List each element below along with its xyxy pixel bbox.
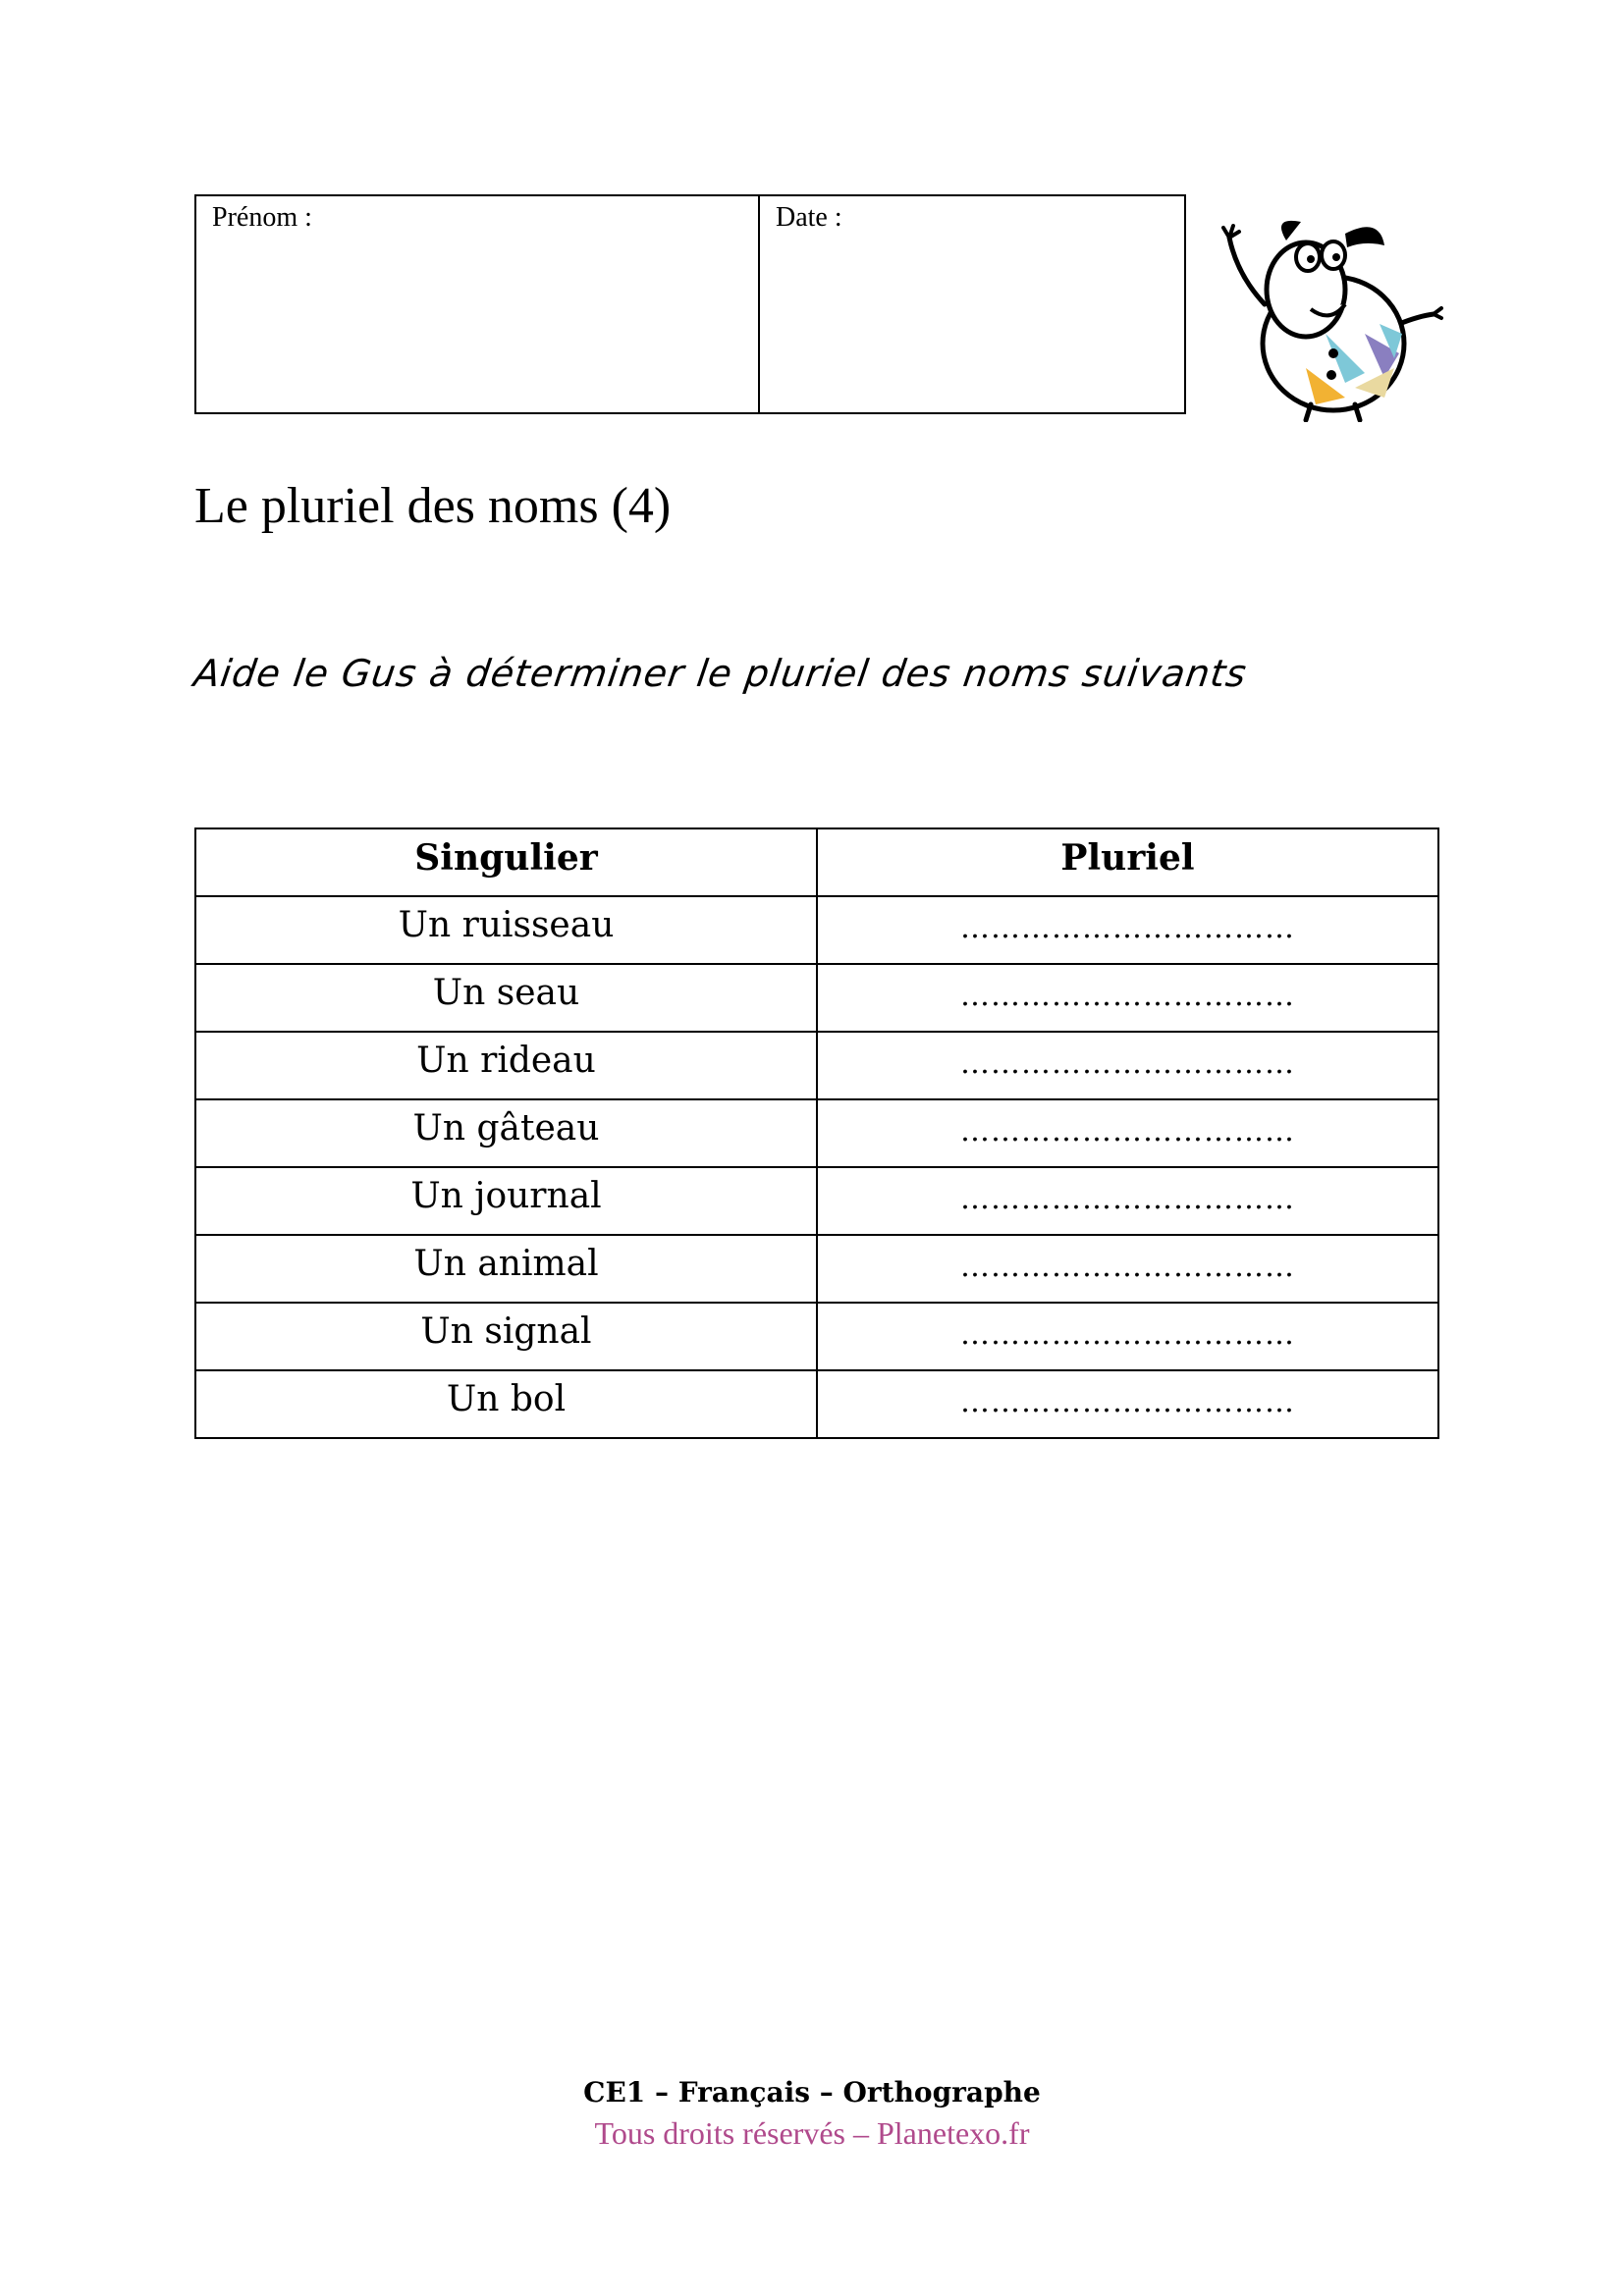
singular-word: Un gâteau xyxy=(195,1099,817,1167)
gus-mascot-icon xyxy=(1218,187,1443,422)
singular-word: Un journal xyxy=(195,1167,817,1235)
singular-word: Un bol xyxy=(195,1370,817,1438)
table-row xyxy=(195,1370,1438,1438)
column-header-pluriel: Pluriel xyxy=(817,828,1438,896)
date-label: Date : xyxy=(776,202,842,233)
table-row xyxy=(195,1099,1438,1167)
singular-word: Un rideau xyxy=(195,1032,817,1099)
footer-copyright: Tous droits réservés – Planetexo.fr xyxy=(594,2115,1030,2151)
column-header-singulier: Singulier xyxy=(195,828,817,896)
instruction-text: Aide le Gus à déterminer le pluriel des noms suivants xyxy=(190,652,1250,695)
singular-word: Un animal xyxy=(195,1235,817,1303)
plural-answer-blank[interactable]: …………………………… xyxy=(817,1032,1438,1099)
table-header-row xyxy=(195,828,1438,896)
plural-answer-blank[interactable]: …………………………… xyxy=(817,1167,1438,1235)
singular-word: Un seau xyxy=(195,964,817,1032)
plural-answer-blank[interactable]: …………………………… xyxy=(817,964,1438,1032)
table-row xyxy=(195,1235,1438,1303)
plural-answer-blank[interactable]: …………………………… xyxy=(817,1235,1438,1303)
prenom-field[interactable] xyxy=(196,196,760,412)
table-row xyxy=(195,1167,1438,1235)
singular-word: Un signal xyxy=(195,1303,817,1370)
table-row xyxy=(195,1032,1438,1099)
table-row xyxy=(195,1303,1438,1370)
table-row xyxy=(195,964,1438,1032)
plural-answer-blank[interactable]: …………………………… xyxy=(817,1303,1438,1370)
student-info-box xyxy=(194,194,1186,414)
page-title: Le pluriel des noms (4) xyxy=(194,478,672,534)
plural-exercise-table xyxy=(194,828,1439,1439)
footer-course-label: CE1 – Français – Orthographe xyxy=(583,2076,1041,2109)
singular-word: Un ruisseau xyxy=(195,896,817,964)
plural-answer-blank[interactable]: …………………………… xyxy=(817,896,1438,964)
prenom-label: Prénom : xyxy=(212,202,312,233)
plural-answer-blank[interactable]: …………………………… xyxy=(817,1099,1438,1167)
date-field[interactable] xyxy=(760,196,1184,412)
plural-answer-blank[interactable]: …………………………… xyxy=(817,1370,1438,1438)
table-row xyxy=(195,896,1438,964)
